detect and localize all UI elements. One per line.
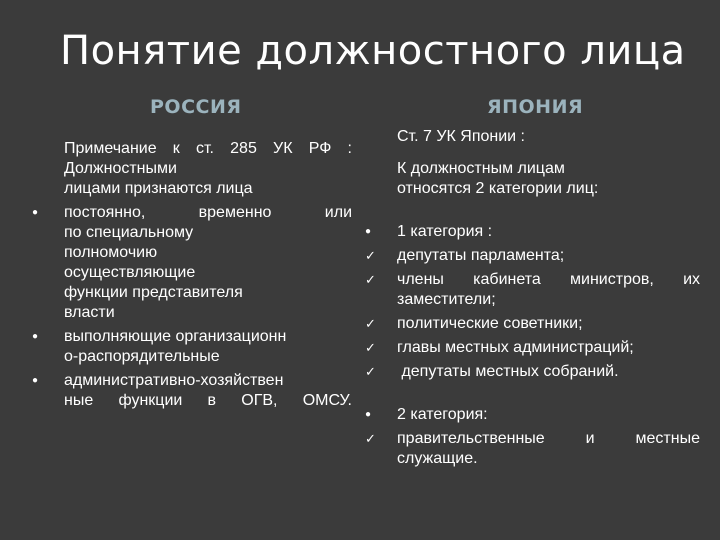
heading-russia: РОССИЯ	[150, 96, 242, 118]
checkmark-icon: ✓	[365, 364, 376, 379]
text-line: ные функции в ОГВ, ОМСУ.	[64, 392, 352, 409]
bullet-dot-icon: ●	[32, 207, 39, 218]
text-line: по специальному	[64, 224, 194, 241]
bullet-dot-icon: ●	[365, 226, 372, 237]
text-line: 1 категория :	[397, 223, 493, 240]
japan-column	[365, 127, 700, 469]
text-line: полномочию	[64, 244, 158, 261]
bullet-dot-icon: ●	[32, 375, 39, 386]
russia-column	[30, 139, 352, 411]
slide-title: Понятие должностного лица	[60, 28, 686, 74]
japan-item	[365, 362, 700, 382]
russia-intro	[30, 139, 352, 199]
text-line: К должностным лицам	[397, 160, 565, 177]
text-line: политические советники;	[397, 315, 583, 332]
text-line: власти	[64, 304, 115, 321]
japan-intro	[372, 159, 700, 199]
text-line: о-распорядительные	[64, 348, 220, 365]
text-line: выполняющие организационн	[64, 328, 287, 345]
text-line: осуществляющие	[64, 264, 196, 281]
text-line: Примечание к ст. 285 УК РФ :	[64, 140, 352, 157]
text-line: правительственные и местные	[397, 430, 700, 447]
japan-category-1	[365, 222, 700, 242]
checkmark-icon: ✓	[365, 316, 376, 331]
text-line: депутаты местных собраний.	[397, 363, 619, 380]
japan-item	[365, 270, 700, 310]
text-line: административно-хозяйствен	[64, 372, 284, 389]
text-line: Ст. 7 УК Японии :	[397, 128, 525, 145]
text-line: 2 категория:	[397, 406, 488, 423]
text-line: заместители;	[397, 291, 496, 308]
text-line: депутаты парламента;	[397, 247, 565, 264]
text-line: лицами признаются лица	[64, 180, 253, 197]
checkmark-icon: ✓	[365, 431, 376, 446]
russia-bullet-3	[30, 371, 352, 411]
text-line: относятся 2 категории лиц:	[397, 180, 599, 197]
text-line: служащие.	[397, 450, 478, 467]
checkmark-icon: ✓	[365, 340, 376, 355]
russia-bullet-1	[30, 203, 352, 323]
japan-item	[365, 429, 700, 469]
bullet-dot-icon: ●	[365, 409, 372, 420]
japan-item	[365, 314, 700, 334]
text-line: Должностными	[64, 160, 177, 177]
text-line: главы местных администраций;	[397, 339, 634, 356]
text-line: постоянно, временно или	[64, 204, 352, 221]
russia-bullet-2	[30, 327, 352, 367]
checkmark-icon: ✓	[365, 248, 376, 263]
japan-source	[372, 127, 700, 147]
japan-item	[365, 246, 700, 266]
text-line: члены кабинета министров, их	[397, 271, 700, 288]
heading-japan: ЯПОНИЯ	[487, 96, 584, 118]
text-line: функции представителя	[64, 284, 243, 301]
checkmark-icon: ✓	[365, 272, 376, 287]
japan-category-2	[365, 405, 700, 425]
bullet-dot-icon: ●	[32, 331, 39, 342]
japan-item	[365, 338, 700, 358]
